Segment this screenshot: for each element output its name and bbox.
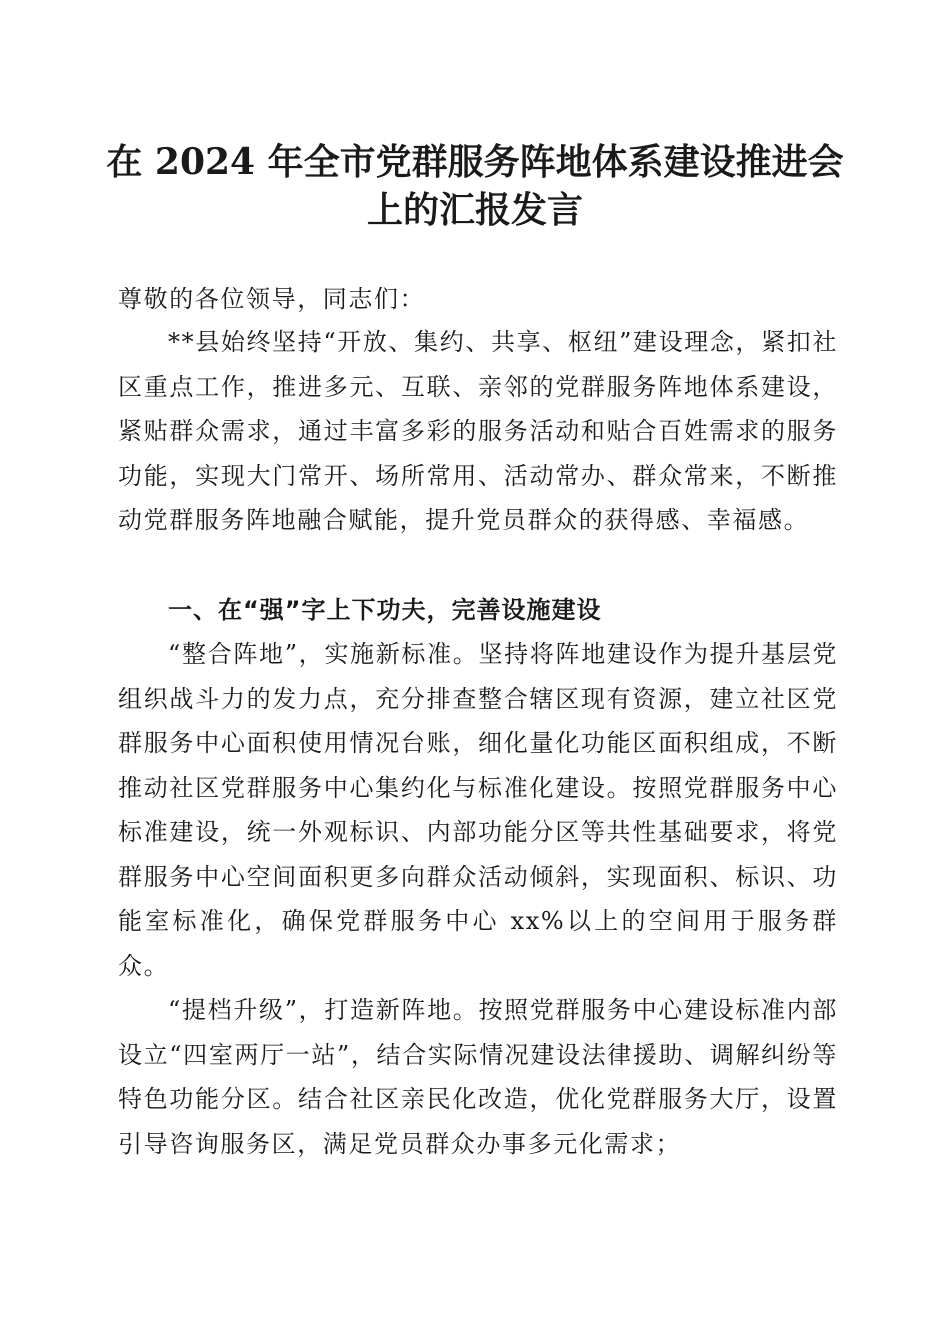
paragraph-intro: **县始终坚持“开放、集约、共享、枢纽”建设理念，紧扣社区重点工作，推进多元、互联、亲邻的党群服务阵地体系建设，紧贴群众需求，通过丰富多彩的服务活动和贴合百姓需求的服务功能，实现大门常开、场所常用、活动常办、群众常来，不断推动党群服务阵地融合赋能，提升党员群众的获得感、幸福感。 [118, 328, 838, 534]
salutation: 尊敬的各位领导，同志们： [118, 285, 426, 313]
document-title-line-1: 在 2024 年全市党群服务阵地体系建设推进会 [106, 141, 844, 183]
document-title-line-2: 上的汇报发言 [366, 189, 583, 231]
paragraph-upgrade-positions: “提档升级”，打造新阵地。按照党群服务中心建设标准内部设立“四室两厅一站”，结合实际情况建设法律援助、调解纠纷等特色功能分区。结合社区亲民化改造，优化党群服务大厅，设置引导咨询服务区，满足党员群众办事多元化需求； [118, 996, 838, 1158]
paragraph-integrate-positions: “整合阵地”，实施新标准。坚持将阵地建设作为提升基层党组织战斗力的发力点，充分排查整合辖区现有资源，建立社区党群服务中心面积使用情况台账，细化量化功能区面积组成，不断推动社区党群服务中心集约化与标准化建设。按照党群服务中心标准建设，统一外观标识、内部功能分区等共性基础要求，将党群服务中心空间面积更多向群众活动倾斜，实现面积、标识、功能室标准化，确保党群服务中心 xx%以上的空间用于服务群众。 [118, 640, 838, 980]
section-heading-1: 一、在“强”字上下功夫，完善设施建设 [168, 596, 602, 624]
